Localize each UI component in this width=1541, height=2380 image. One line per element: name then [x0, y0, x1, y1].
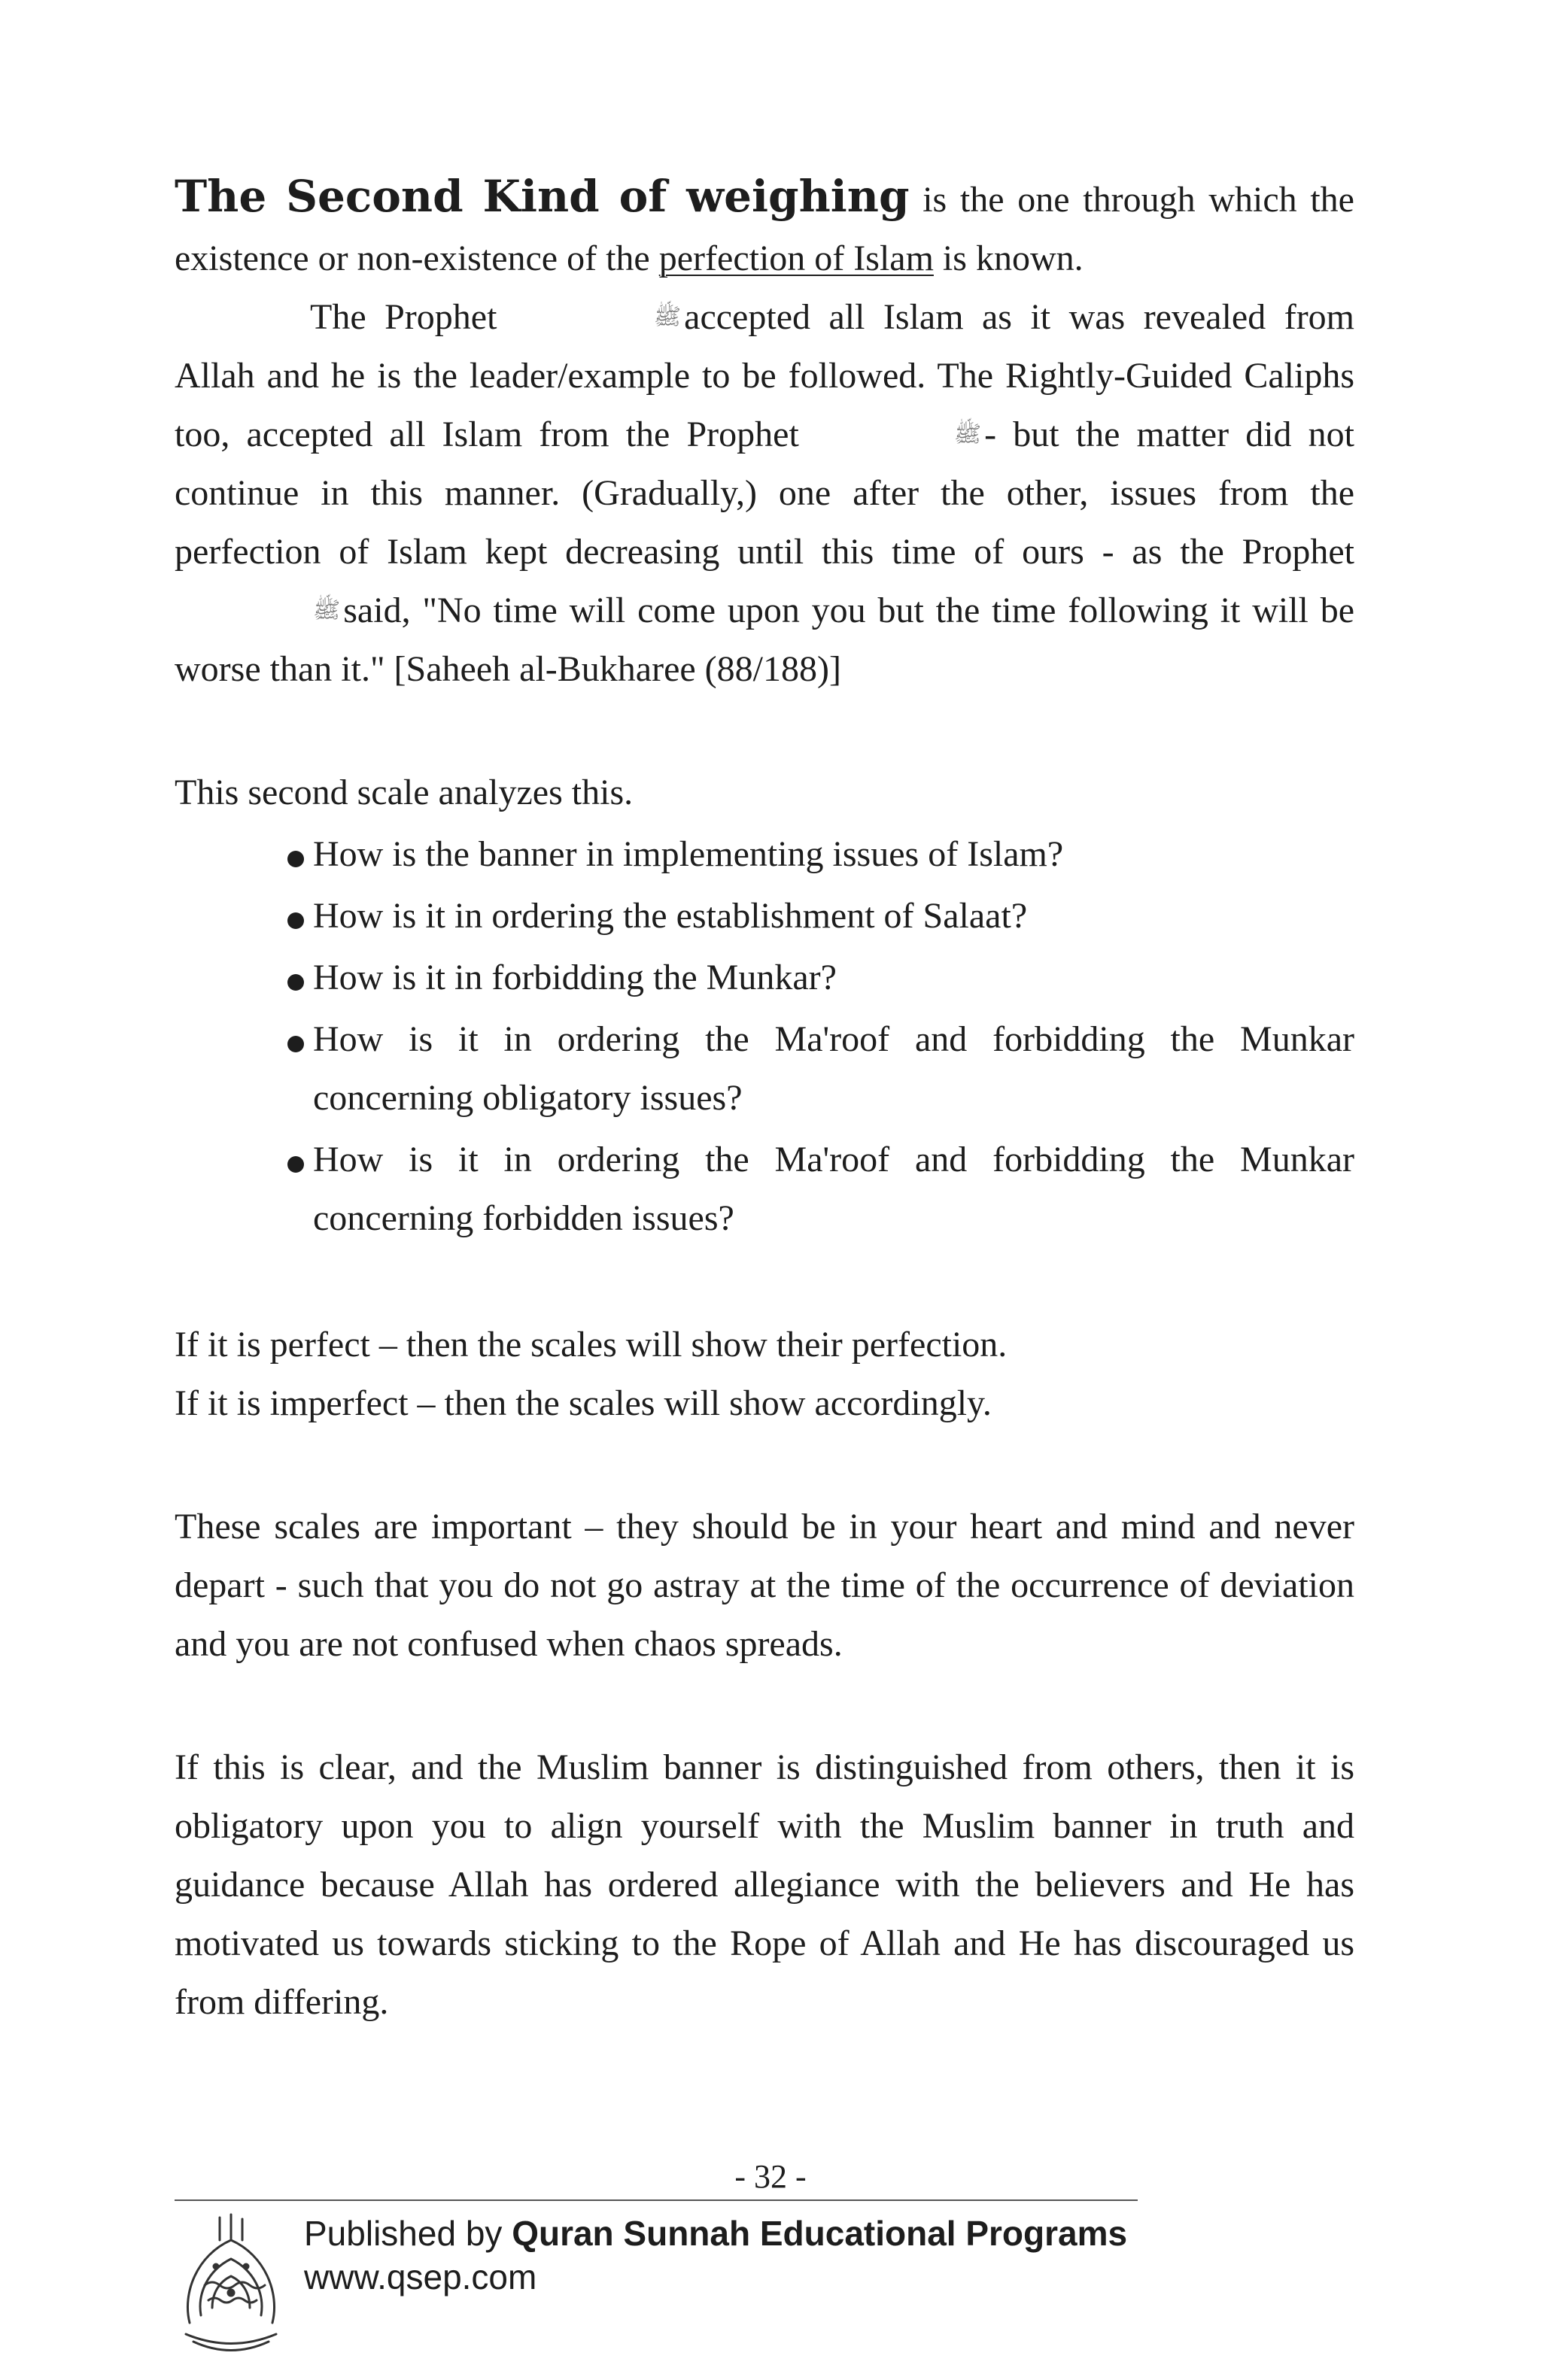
section-intro: [175, 167, 1354, 288]
published-by-line: [304, 2212, 1127, 2255]
page-content: [175, 167, 1354, 2032]
spacer: [175, 699, 1354, 763]
imperfect-line: If it is imperfect – then the scales will show accordingly.: [175, 1383, 992, 1423]
paragraph-text: accepted all Islam as it was revealed from Allah and he is the leader/example to be followed. The Rightly-Guided Caliphs too, accepted all Islam from the Prophet: [175, 297, 1355, 454]
perfect-line: If it is perfect – then the scales will show their perfection.: [175, 1325, 1008, 1365]
list-item-text: How is it in ordering the Ma'roof and forbidding the Munkar concerning obligatory issues?: [313, 1019, 1354, 1118]
scale-intro: This second scale analyzes this.: [175, 773, 634, 812]
intro-text-pre: is the one through which the existence or non-existence of the: [175, 180, 1354, 278]
salawat-icon: ﷺ: [653, 305, 682, 329]
list-item-text: How is it in ordering the Ma'roof and forbidding the Munkar concerning forbidden issues?: [313, 1140, 1354, 1238]
page-number: - 32 -: [734, 2158, 807, 2195]
publisher-calligraphy-logo-icon: [175, 2210, 287, 2360]
publisher-website[interactable]: www.qsep.com: [304, 2257, 537, 2297]
list-item: [287, 825, 1354, 884]
salawat-icon: ﷺ: [313, 598, 341, 623]
question-list: [175, 825, 1354, 1248]
conclusion-paragraph: If this is clear, and the Muslim banner is distinguished from others, then it is obligatory upon you to align yourself with the Muslim banner in truth and guidance because Allah has ordered allegiance with the believers and He has motivated us towards sticking to the Rope of Allah and He has discouraged us from differing.: [175, 1747, 1354, 2022]
list-item: [287, 1010, 1354, 1128]
list-item-text: How is it in forbidding the Munkar?: [313, 958, 837, 997]
publisher-credit: [304, 2212, 1127, 2299]
published-by-label: Published by: [304, 2214, 512, 2253]
bullet-icon: [287, 851, 304, 867]
perfection-of-islam-underline: perfection of Islam: [658, 238, 934, 278]
bullet-icon: [287, 974, 304, 991]
list-item-text: How is it in ordering the establishment of Salaat?: [313, 896, 1028, 936]
section-heading: The Second Kind of weighing: [175, 171, 910, 222]
bullet-icon: [287, 1156, 304, 1173]
spacer: [175, 1433, 1354, 1498]
salawat-icon: ﷺ: [953, 422, 982, 447]
prophet-paragraph: [175, 288, 1354, 699]
paragraph-text: said, "No time will come upon you but the time following it will be worse than it." [Saheeh al-Bukharee (88/188)]: [175, 590, 1354, 689]
spacer: [175, 1251, 1354, 1316]
list-item: [287, 887, 1354, 946]
spacer: [175, 1674, 1354, 1738]
list-item: [287, 949, 1354, 1007]
bullet-icon: [287, 1036, 304, 1052]
list-item-text: How is the banner in implementing issues of Islam?: [313, 834, 1064, 874]
publisher-name: Quran Sunnah Educational Programs: [512, 2214, 1128, 2253]
list-item: [287, 1131, 1354, 1248]
footer-divider: [175, 2199, 1138, 2201]
importance-paragraph: These scales are important – they should be in your heart and mind and never depart - such that you do not go astray at the time of the occurrence of deviation and you are not confused when chaos spreads.: [175, 1507, 1354, 1664]
bullet-icon: [287, 912, 304, 929]
paragraph-text: The Prophet: [310, 297, 497, 337]
intro-text-post: is known.: [933, 238, 1084, 278]
paragraph-text: - but the matter did not continue in this manner. (Gradually,) one after the other, issues from the perfection of Islam kept decreasing until this time of ours - as the Prophet: [175, 414, 1355, 572]
